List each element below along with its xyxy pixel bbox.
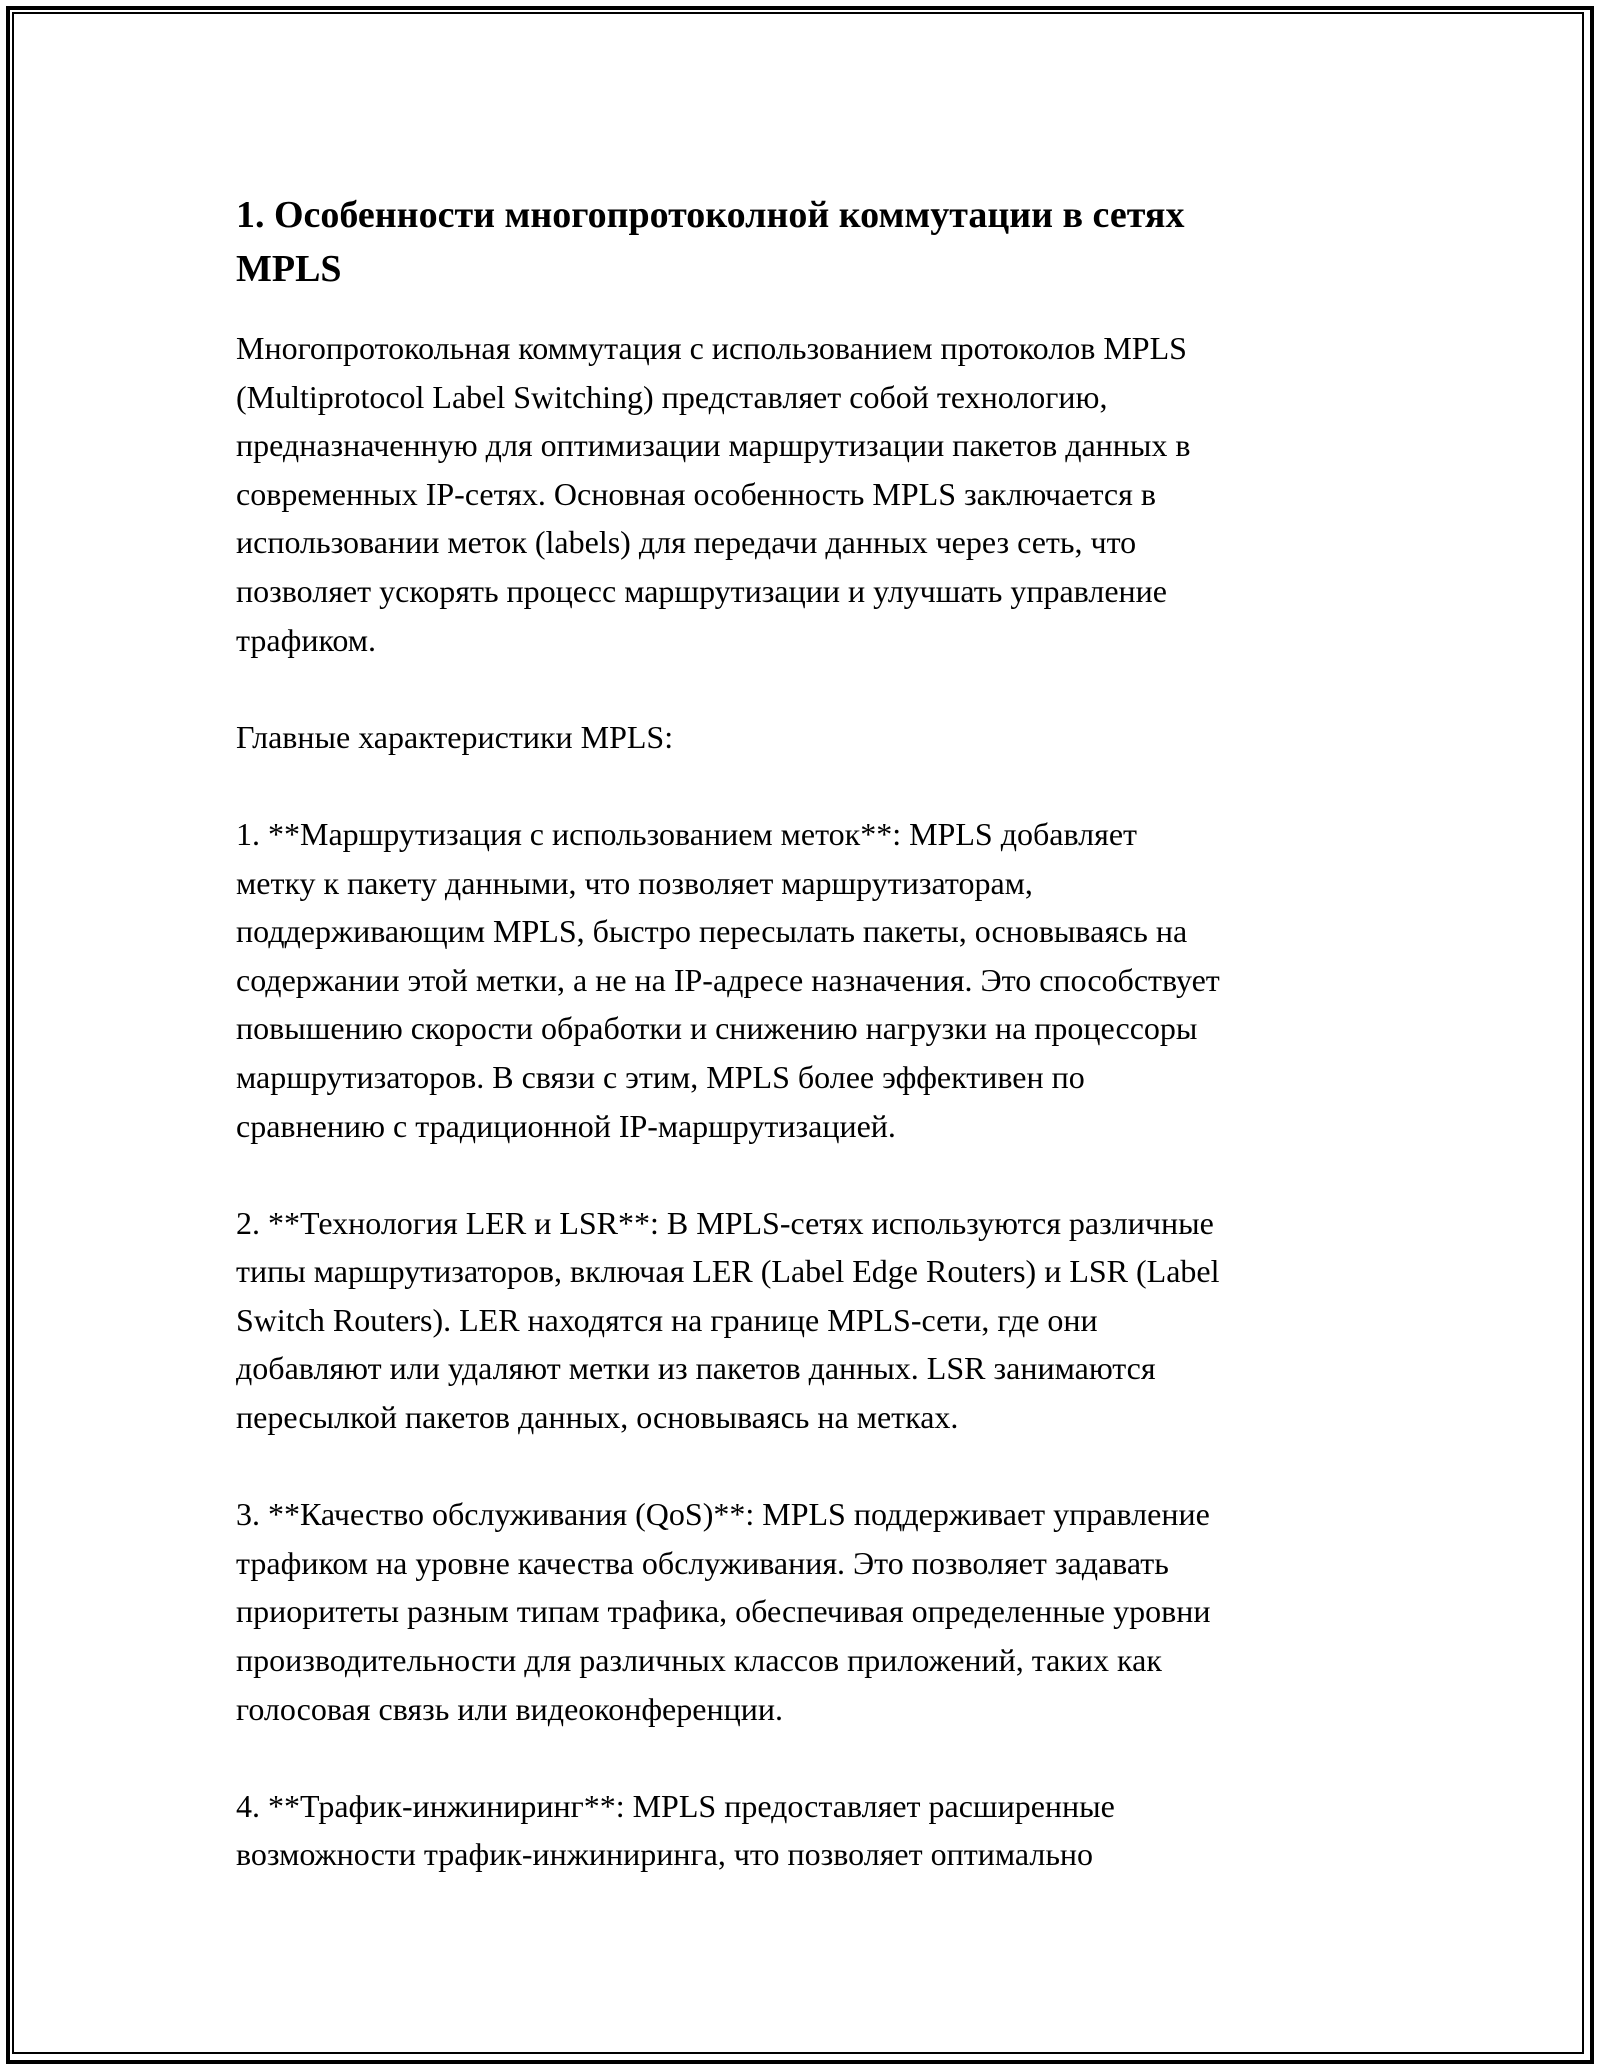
document-body [236, 188, 1376, 1879]
intro-paragraph: Многопротокольная коммутация с использованием протоколов MPLS (Multiprotocol Label Switching) представляет собой технологию, предназначенную для оптимизации маршрутизации пакетов данных в современных IP-сетях. Основная особенность MPLS заключается в использовании меток (labels) для передачи данных через сеть, что позволяет ускорять процесс маршрутизации и улучшать управление трафиком. [236, 330, 1191, 658]
list-item: 1. **Маршрутизация с использованием меток**: MPLS добавляет метку к пакету данными, что позволяет маршрутизаторам, поддерживающим MPLS, быстро пересылать пакеты, основываясь на содержании этой метки, а не на IP-адресе назначения. Это способствует повышению скорости обработки и снижению нагрузки на процессоры маршрутизаторов. В связи с этим, MPLS более эффективен по сравнению с традиционной IP-маршрутизацией. [236, 815, 1220, 1144]
list-item: 3. **Качество обслуживания (QoS)**: MPLS поддерживает управление трафиком на уровне качества обслуживания. Это позволяет задавать приоритеты разным типам трафика, обеспечивая определенные уровни производительности для различных классов приложений, таких как голосовая связь или видеоконференции. [236, 1496, 1211, 1727]
list-item: 4. **Трафик-инжиниринг**: MPLS предоставляет расширенные возможности трафик-инжиниринга, что позволяет оптимально [236, 1787, 1115, 1873]
section-heading: 1. Особенности многопротоколной коммутации в сетях MPLS [236, 194, 1185, 290]
list-item: 2. **Технология LER и LSR**: В MPLS-сетях используются различные типы маршрутизаторов, включая LER (Label Edge Routers) и LSR (Label Switch Routers). LER находятся на границе MPLS-сети, где они добавляют или удаляют метки из пакетов данных. LSR занимаются пересылкой пакетов данных, основываясь на метках. [236, 1204, 1220, 1436]
characteristics-heading: Главные характеристики MPLS: [236, 718, 674, 755]
